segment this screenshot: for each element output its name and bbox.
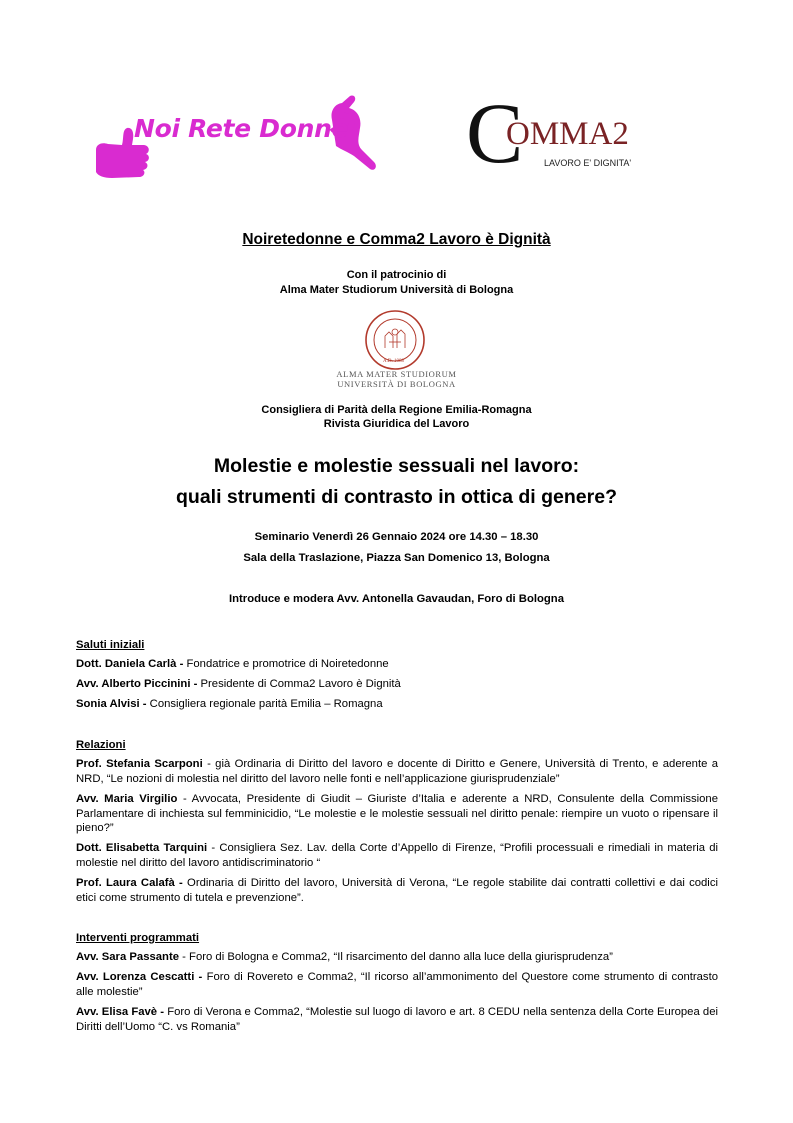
comma2-big-c: C (466, 85, 524, 181)
event-datetime: Seminario Venerdì 26 Gennaio 2024 ore 14.30 – 18.30 (254, 531, 539, 543)
comma2-tagline: LAVORO E' DIGNITA' (544, 158, 632, 168)
seminar-title-line-2: quali strumenti di contrasto in ottica di genere? (176, 486, 617, 508)
talk-item (76, 757, 718, 786)
talk-description: - Consigliera Sez. Lav. della Corte d’Appello di Firenze, “Profili processuali e rimediali in materia di molestie nel diritto del lavoro antidiscriminatorio “ (76, 842, 718, 869)
partners-line-2: Rivista Giuridica del Lavoro (323, 418, 470, 430)
unibo-name-line-2: UNIVERSITÀ DI BOLOGNA (337, 379, 456, 389)
patronage-line-2: Alma Mater Studiorum Università di Bologna (279, 284, 514, 296)
talk-item (76, 876, 718, 905)
unibo-seal-year: A.D. 1088 (383, 359, 404, 364)
speaker-name: Sonia Alvisi - (76, 698, 150, 710)
event-location: Sala della Traslazione, Piazza San Domenico 13, Bologna (243, 552, 550, 564)
intervention-item (76, 1005, 718, 1034)
comma2-logo (466, 85, 646, 181)
talk-description: - Avvocata, Presidente di Giudit – Giuriste d’Italia e aderente a NRD, Consulente della Commissione Parlamentare di inchiesta sul femminicidio, “Le molestie e le molestie sessuali nel diritto penale: riempire un vuoto o ripensare il pieno?” (76, 793, 718, 835)
partners-line-1: Consigliera di Parità della Regione Emilia-Romagna (261, 404, 532, 416)
interventions-heading: Interventi programmati (76, 932, 200, 944)
speaker-name: Prof. Stefania Scarponi (76, 758, 203, 770)
noi-rete-donne-wordmark: Noi Rete Donne (134, 114, 349, 143)
intervention-description: Foro di Rovereto e Comma2, “Il ricorso all’ammonimento del Questore come strumento di contrasto alle molestie” (76, 971, 719, 998)
speaker-role: Fondatrice e promotrice di Noiretedonne (186, 658, 389, 670)
noi-rete-donne-logo (92, 92, 382, 192)
unibo-name-line-1: ALMA MATER STUDIORUM (336, 369, 457, 379)
speaker-name: Avv. Lorenza Cescatti - (76, 971, 207, 983)
event-moderator: Introduce e modera Avv. Antonella Gavaudan, Foro di Bologna (229, 593, 564, 605)
speaker-name: Avv. Alberto Piccinini - (76, 678, 201, 690)
talks-heading: Relazioni (76, 739, 126, 751)
speaker-name: Dott. Daniela Carlà - (76, 658, 187, 670)
speaker-role: Presidente di Comma2 Lavoro è Dignità (200, 678, 401, 690)
comma2-wordmark: OMMA2 (506, 116, 629, 152)
talk-description: Ordinaria di Diritto del lavoro, Università di Verona, “Le regole stabilite dai contratti collettivi e dai codici etici come strumento di tutela e prevenzione”. (76, 877, 718, 904)
unibo-seal (363, 308, 427, 372)
speaker-name: Prof. Laura Calafà - (76, 877, 188, 889)
speaker-name: Avv. Elisa Favè - (76, 1006, 168, 1018)
intervention-item (76, 950, 718, 965)
intervention-item (76, 970, 718, 999)
intervention-description: - Foro di Bologna e Comma2, “Il risarcimento del danno alla luce della giurisprudenza” (179, 951, 613, 963)
talk-description: - già Ordinaria di Diritto del lavoro e docente di Diritto e Genere, Università di Trento, e aderente a NRD, “Le nozioni di molestia nel diritto del lavoro nelle fonti e nell’applicazione giurisprudenziale” (76, 758, 718, 785)
greeting-item (76, 657, 718, 672)
greetings-heading: Saluti iniziali (76, 639, 145, 651)
patronage-line-1: Con il patrocinio di (346, 269, 447, 281)
greeting-item (76, 697, 718, 712)
speaker-role: Consigliera regionale parità Emilia – Romagna (149, 698, 383, 710)
speaker-name: Avv. Maria Virgilio (76, 793, 178, 805)
speaker-name: Avv. Sara Passante (76, 951, 179, 963)
talk-item (76, 792, 718, 836)
talk-item (76, 841, 718, 870)
intervention-description: Foro di Verona e Comma2, “Molestie sul luogo di lavoro e art. 8 CEDU nella sentenza della Corte Europea dei Diritti dell’Uomo “C. vs Romania” (76, 1006, 718, 1033)
seminar-title-line-1: Molestie e molestie sessuali nel lavoro: (213, 455, 580, 477)
speaker-name: Dott. Elisabetta Tarquini (76, 842, 208, 854)
organizers-title: Noiretedonne e Comma2 Lavoro è Dignità (242, 231, 551, 248)
greeting-item (76, 677, 718, 692)
